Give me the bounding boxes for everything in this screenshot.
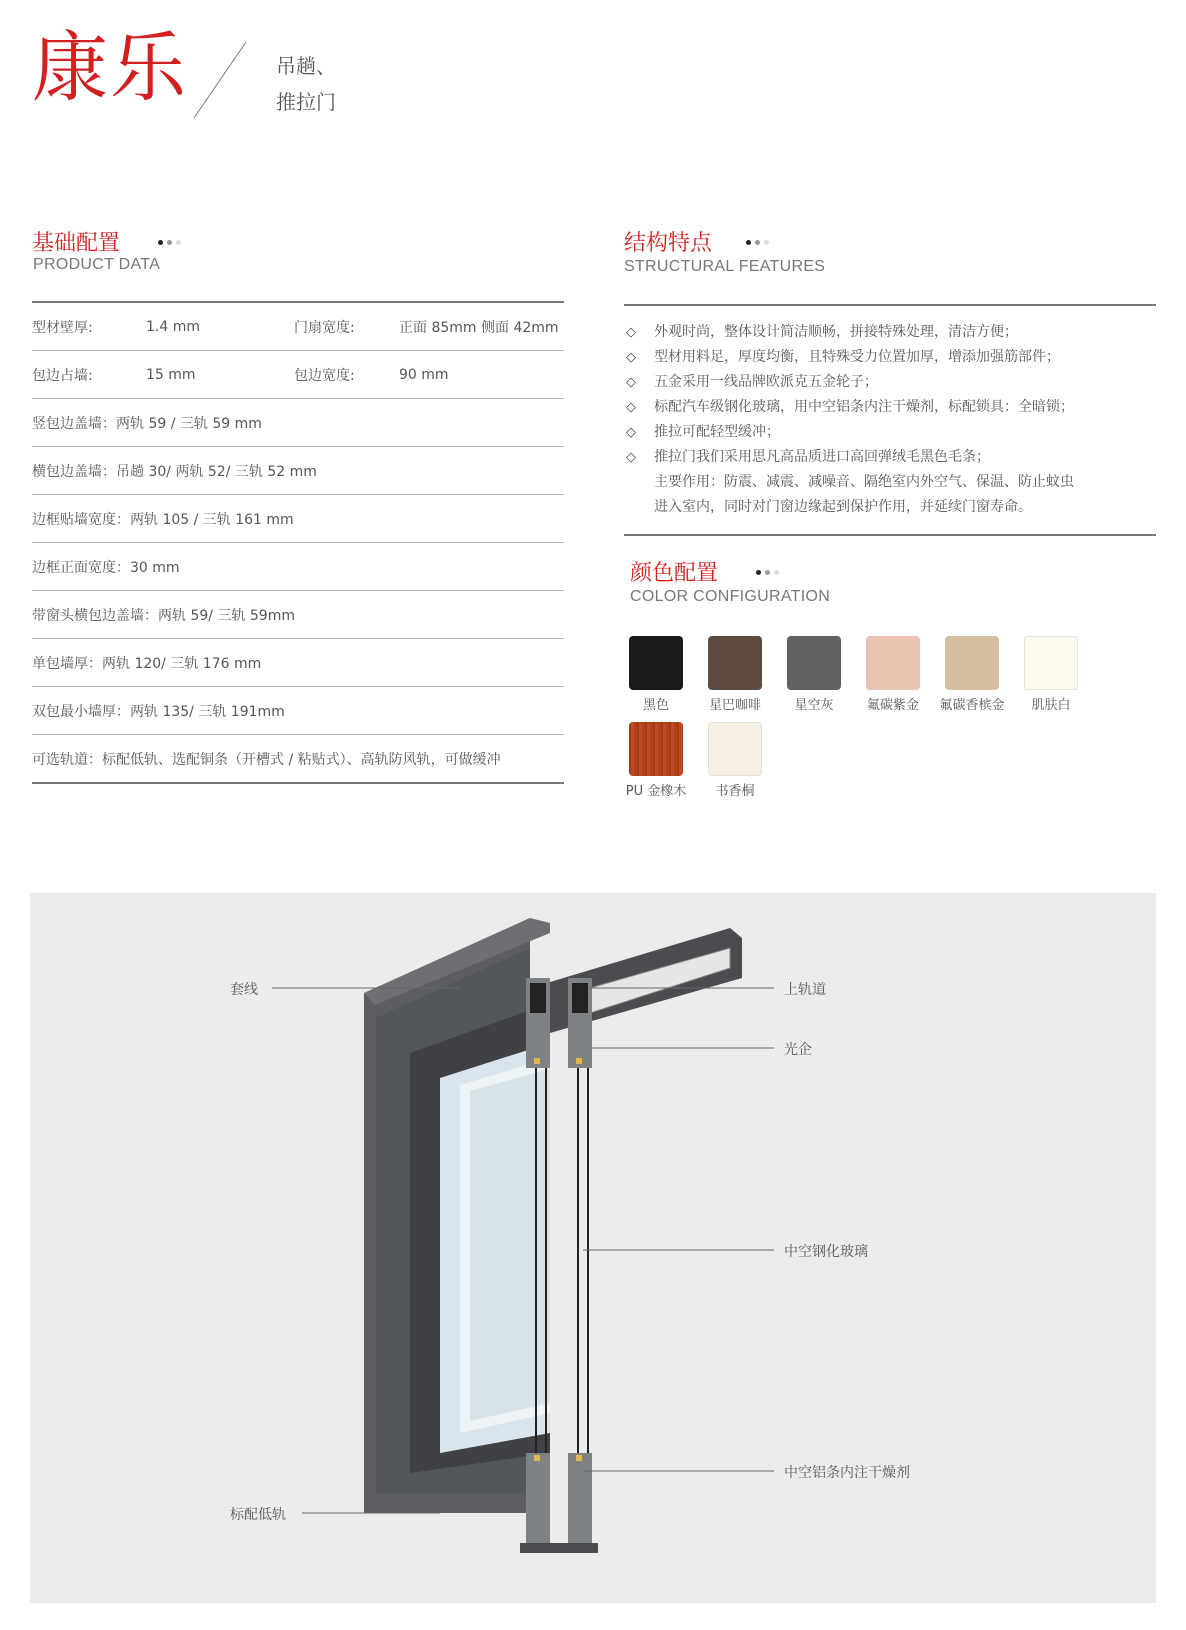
product-subtitle [276, 48, 336, 120]
colors-subtitle: COLOR CONFIGURATION [630, 588, 831, 605]
row-label: 门扇宽度: [294, 319, 355, 336]
brand-title: 康乐 [32, 23, 188, 112]
swatch-chip [629, 722, 683, 776]
row-text: 带窗头横包边盖墙：两轨 59/ 三轨 59mm [32, 607, 295, 624]
list-item [624, 320, 1156, 345]
row-label: 包边宽度: [294, 367, 355, 384]
feature-text: 推拉可配轻型缓冲； [654, 424, 780, 440]
color-swatch[interactable] [774, 636, 854, 713]
callout-spacer: 中空铝条内注干燥剂 [784, 1465, 910, 1481]
callout-light-cap: 光企 [784, 1042, 812, 1058]
table-row [32, 639, 564, 687]
spacer-marker [576, 1455, 582, 1461]
color-swatch[interactable] [932, 636, 1012, 713]
swatch-name: 氟碳香槟金 [939, 698, 1005, 713]
swatch-name: 肌肤白 [1031, 698, 1071, 713]
spacer-marker [534, 1058, 540, 1064]
table-row [32, 735, 564, 784]
swatch-chip [708, 636, 762, 690]
row-text: 可选轨道：标配低轨、选配铜条（开槽式 / 粘贴式）、高轨防风轨，可做缓冲 [32, 751, 501, 768]
row-text: 双包最小墙厚：两轨 135/ 三轨 191mm [32, 703, 285, 720]
callout-frame-line: 套线 [230, 982, 258, 998]
table-row [32, 399, 564, 447]
features-list [624, 304, 1156, 536]
diamond-bullet-icon: ◇ [626, 375, 636, 390]
color-swatch[interactable] [695, 636, 775, 713]
subtitle-line-1: 吊趟、 [276, 54, 336, 78]
section-dots [158, 240, 181, 245]
spacer-marker [576, 1058, 582, 1064]
color-swatch[interactable] [616, 636, 696, 713]
table-row [32, 495, 564, 543]
list-item [624, 470, 1156, 495]
sash-bottom-left [526, 1453, 550, 1543]
feature-text: 主要作用：防震、减震、减噪音、隔绝室内外空气、保温、防止蚊虫 [654, 474, 1074, 490]
table-row [32, 543, 564, 591]
list-item [624, 370, 1156, 395]
row-value: 90 mm [399, 366, 449, 383]
divider-slash [190, 40, 250, 120]
row-text: 竖包边盖墙：两轨 59 / 三轨 59 mm [32, 415, 262, 432]
row-value: 1.4 mm [146, 318, 200, 335]
row-value: 15 mm [146, 366, 196, 383]
diamond-bullet-icon: ◇ [626, 400, 636, 415]
diamond-bullet-icon: ◇ [626, 425, 636, 440]
list-item [624, 345, 1156, 370]
feature-text: 推拉门我们采用思凡高品质进口高回弹绒毛黑色毛条； [654, 449, 990, 465]
feature-text: 进入室内，同时对门窗边缘起到保护作用，并延续门窗寿命。 [654, 499, 1032, 515]
sash-bottom-right [568, 1453, 592, 1543]
swatch-chip [708, 722, 762, 776]
row-text: 边框贴墙宽度：两轨 105 / 三轨 161 mm [32, 511, 294, 528]
swatch-name: 氟碳紫金 [866, 698, 919, 713]
table-row [32, 447, 564, 495]
section-dots [746, 240, 769, 245]
sash-top-seal [530, 983, 546, 1013]
table-row [32, 687, 564, 735]
colors-title: 颜色配置 [630, 561, 719, 586]
window-profile-diagram [30, 893, 1156, 1603]
sash-top-seal [572, 983, 588, 1013]
swatch-name: PU 金橡木 [625, 784, 687, 799]
row-label: 包边占墙: [32, 367, 93, 384]
row-text: 横包边盖墙：吊趟 30/ 两轨 52/ 三轨 52 mm [32, 463, 317, 480]
row-text: 单包墙厚：两轨 120/ 三轨 176 mm [32, 655, 262, 672]
row-label: 型材壁厚: [32, 319, 93, 336]
callout-top-track: 上轨道 [784, 982, 826, 998]
diamond-bullet-icon: ◇ [626, 325, 636, 340]
row-text: 边框正面宽度：30 mm [32, 559, 180, 576]
callout-glass: 中空钢化玻璃 [784, 1244, 868, 1260]
color-swatch[interactable] [616, 722, 696, 799]
section-dots [756, 570, 779, 575]
swatch-chip [787, 636, 841, 690]
swatch-chip [1024, 636, 1078, 690]
glass-reflection [470, 1069, 550, 1421]
color-swatch[interactable] [695, 722, 775, 799]
diamond-bullet-icon: ◇ [626, 350, 636, 365]
spacer-marker [534, 1455, 540, 1461]
color-swatch[interactable] [853, 636, 933, 713]
swatch-chip [866, 636, 920, 690]
features-subtitle: STRUCTURAL FEATURES [624, 258, 826, 275]
product-data-title: 基础配置 [32, 231, 121, 256]
feature-text: 五金采用一线品牌欧派克五金轮子； [654, 374, 878, 390]
list-item [624, 495, 1156, 520]
callout-bottom-track: 标配低轨 [230, 1507, 286, 1523]
color-swatch[interactable] [1011, 636, 1091, 713]
feature-text: 标配汽车级钢化玻璃，用中空铝条内注干燥剂，标配锁具：全暗锁； [654, 399, 1074, 415]
swatch-name: 星空灰 [794, 698, 834, 713]
table-row [32, 351, 564, 399]
list-item [624, 395, 1156, 420]
swatch-name: 星巴咖啡 [708, 698, 761, 713]
table-row [32, 591, 564, 639]
list-item [624, 420, 1156, 445]
swatch-name: 书香桐 [715, 784, 755, 799]
product-data-subtitle: PRODUCT DATA [33, 256, 161, 273]
list-item [624, 445, 1156, 470]
swatch-chip [629, 636, 683, 690]
row-value: 正面 85mm 侧面 42mm [399, 319, 559, 336]
swatch-name: 黑色 [642, 698, 669, 713]
profile-illustration [30, 893, 1156, 1603]
bottom-track-profile [520, 1543, 598, 1553]
subtitle-line-2: 推拉门 [276, 90, 336, 114]
product-data-table [32, 301, 564, 784]
diamond-bullet-icon: ◇ [626, 450, 636, 465]
table-row [32, 303, 564, 351]
feature-text: 型材用料足，厚度均衡，且特殊受力位置加厚，增添加强筋部件； [654, 349, 1060, 365]
features-title: 结构特点 [624, 231, 713, 256]
swatch-chip [945, 636, 999, 690]
feature-text: 外观时尚，整体设计简洁顺畅，拼接特殊处理，清洁方便； [654, 324, 1018, 340]
